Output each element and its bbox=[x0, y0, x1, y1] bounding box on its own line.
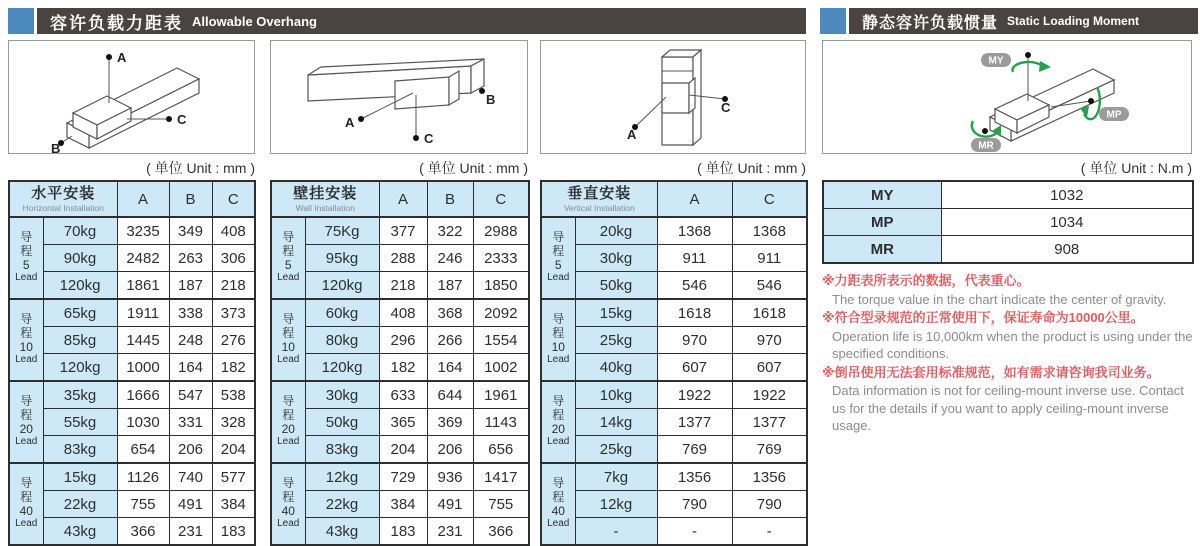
static-moment-diagram bbox=[822, 40, 1192, 154]
unit-label-mm: ( 单位 Unit : mm ) bbox=[419, 160, 528, 176]
section-header-static-loading-moment bbox=[820, 8, 1198, 34]
value-cell: 607 bbox=[732, 354, 807, 382]
value-cell: 1000 bbox=[117, 354, 169, 382]
value-cell: 182 bbox=[379, 354, 427, 382]
value-cell: 384 bbox=[212, 491, 255, 518]
value-cell: 790 bbox=[657, 491, 732, 518]
table-title-en: Horizontal Installation bbox=[22, 202, 104, 213]
load-cell: 40kg bbox=[575, 354, 657, 382]
point-c-label: C bbox=[423, 131, 433, 146]
load-cell: 15kg bbox=[43, 463, 117, 491]
value-cell: 644 bbox=[427, 381, 473, 409]
value-cell: 790 bbox=[732, 491, 807, 518]
value-cell: 1666 bbox=[117, 381, 169, 409]
table-header-row bbox=[541, 181, 807, 217]
table-row bbox=[9, 217, 255, 245]
value-cell: 366 bbox=[473, 518, 529, 546]
column-header-a: A bbox=[379, 181, 427, 217]
table-row bbox=[271, 299, 529, 327]
table-row bbox=[271, 491, 529, 518]
value-cell: 769 bbox=[732, 436, 807, 464]
value-cell: 546 bbox=[732, 272, 807, 300]
value-cell: 1417 bbox=[473, 463, 529, 491]
load-cell: 83kg bbox=[43, 436, 117, 464]
value-cell: 187 bbox=[427, 272, 473, 300]
value-cell: 366 bbox=[117, 518, 169, 546]
actuator-moment-icon bbox=[825, 41, 1189, 153]
table-row bbox=[541, 327, 807, 354]
value-cell: 1850 bbox=[473, 272, 529, 300]
value-cell: 1368 bbox=[657, 217, 732, 245]
load-cell: 60kg bbox=[305, 299, 379, 327]
table-row bbox=[271, 354, 529, 382]
value-cell: 1002 bbox=[473, 354, 529, 382]
value-cell: 2092 bbox=[473, 299, 529, 327]
table-row bbox=[9, 327, 255, 354]
value-cell: 2482 bbox=[117, 245, 169, 272]
lead-group-label: 导 程 20 Lead bbox=[271, 381, 305, 463]
moment-value: 1032 bbox=[941, 181, 1193, 209]
point-a-label: A bbox=[117, 50, 127, 65]
column-header-c: C bbox=[212, 181, 255, 217]
table-row bbox=[823, 181, 1193, 209]
load-cell: 120kg bbox=[305, 354, 379, 382]
header-bar bbox=[849, 8, 1198, 34]
load-cell: 83kg bbox=[305, 436, 379, 464]
mr-label: MR bbox=[978, 140, 994, 152]
value-cell: 1356 bbox=[732, 463, 807, 491]
column-header-a: A bbox=[657, 181, 732, 217]
notes-section bbox=[822, 271, 1198, 435]
load-cell: 55kg bbox=[43, 409, 117, 436]
value-cell: 377 bbox=[379, 217, 427, 245]
table-row bbox=[541, 409, 807, 436]
column-header-a: A bbox=[117, 181, 169, 217]
point-b-label: B bbox=[485, 92, 495, 107]
value-cell: 911 bbox=[732, 245, 807, 272]
table-row bbox=[9, 436, 255, 464]
value-cell: 368 bbox=[427, 299, 473, 327]
column-header-b: B bbox=[427, 181, 473, 217]
load-cell: 14kg bbox=[575, 409, 657, 436]
value-cell: 331 bbox=[169, 409, 212, 436]
mp-label: MP bbox=[1106, 109, 1122, 121]
value-cell: 3235 bbox=[117, 217, 169, 245]
value-cell: 491 bbox=[427, 491, 473, 518]
lead-group-label: 导 程 40 Lead bbox=[541, 463, 575, 545]
table-row bbox=[271, 436, 529, 464]
table-row bbox=[541, 245, 807, 272]
value-cell: 263 bbox=[169, 245, 212, 272]
table-row bbox=[541, 436, 807, 464]
value-cell: 740 bbox=[169, 463, 212, 491]
table-row bbox=[271, 217, 529, 245]
load-cell: 70kg bbox=[43, 217, 117, 245]
wall-installation-diagram bbox=[270, 40, 528, 154]
load-cell: 20kg bbox=[575, 217, 657, 245]
load-cell: 12kg bbox=[305, 463, 379, 491]
section-header-allowable-overhang bbox=[8, 8, 806, 34]
load-cell: 75Kg bbox=[305, 217, 379, 245]
note-cn: ※符合型录规范的正常使用下，保证寿命为10000公里。 bbox=[822, 310, 1144, 326]
table-row bbox=[541, 381, 807, 409]
table-row bbox=[9, 245, 255, 272]
my-label: MY bbox=[988, 55, 1004, 67]
load-cell: 85kg bbox=[43, 327, 117, 354]
table-row bbox=[9, 463, 255, 491]
table-title bbox=[271, 181, 379, 217]
static-loading-moment-table bbox=[822, 180, 1194, 264]
value-cell: 1618 bbox=[657, 299, 732, 327]
moment-value: 1034 bbox=[941, 209, 1193, 236]
table-header-row bbox=[9, 181, 255, 217]
value-cell: 183 bbox=[379, 518, 427, 546]
note-item bbox=[822, 271, 1198, 308]
table-row bbox=[541, 299, 807, 327]
load-cell: 50kg bbox=[305, 409, 379, 436]
value-cell: 288 bbox=[379, 245, 427, 272]
load-cell: - bbox=[575, 518, 657, 546]
table-title-cn: 水平安装 bbox=[31, 185, 96, 203]
horizontal-installation-diagram bbox=[8, 40, 255, 154]
table-row bbox=[271, 463, 529, 491]
value-cell: 1554 bbox=[473, 327, 529, 354]
note-item bbox=[822, 363, 1198, 435]
column-header-c: C bbox=[473, 181, 529, 217]
table-row bbox=[271, 409, 529, 436]
value-cell: - bbox=[657, 518, 732, 546]
lead-group-label: 导 程 5 Lead bbox=[541, 217, 575, 299]
value-cell: 2988 bbox=[473, 217, 529, 245]
value-cell: 654 bbox=[117, 436, 169, 464]
point-c-label: C bbox=[177, 112, 187, 127]
value-cell: 365 bbox=[379, 409, 427, 436]
actuator-vertical-icon bbox=[543, 41, 804, 153]
moment-label-mr: MR bbox=[823, 236, 941, 264]
wall-installation-table bbox=[270, 180, 530, 546]
header-title-cn: 容许负载力距表 bbox=[50, 13, 183, 33]
value-cell: 276 bbox=[212, 327, 255, 354]
load-cell: 95kg bbox=[305, 245, 379, 272]
point-a-label: A bbox=[344, 115, 354, 130]
value-cell: 577 bbox=[212, 463, 255, 491]
value-cell: 164 bbox=[427, 354, 473, 382]
note-en: Operation life is 10,000km when the product is using under the specified conditions. bbox=[832, 328, 1193, 362]
table-row bbox=[823, 209, 1193, 236]
value-cell: 1143 bbox=[473, 409, 529, 436]
value-cell: 246 bbox=[427, 245, 473, 272]
table-row bbox=[271, 381, 529, 409]
load-cell: 7kg bbox=[575, 463, 657, 491]
value-cell: 1961 bbox=[473, 381, 529, 409]
load-cell: 22kg bbox=[43, 491, 117, 518]
header-title-en: Allowable Overhang bbox=[192, 13, 317, 29]
table-row bbox=[271, 245, 529, 272]
value-cell: 936 bbox=[427, 463, 473, 491]
vertical-installation-table bbox=[540, 180, 808, 546]
table-row bbox=[823, 236, 1193, 264]
load-cell: 25kg bbox=[575, 327, 657, 354]
unit-label-mm: ( 单位 Unit : mm ) bbox=[697, 160, 806, 176]
value-cell: 1377 bbox=[657, 409, 732, 436]
moment-label-mp: MP bbox=[823, 209, 941, 236]
value-cell: 164 bbox=[169, 354, 212, 382]
value-cell: - bbox=[732, 518, 807, 546]
value-cell: 369 bbox=[427, 409, 473, 436]
note-item bbox=[822, 308, 1198, 363]
load-cell: 15kg bbox=[575, 299, 657, 327]
value-cell: 1377 bbox=[732, 409, 807, 436]
load-cell: 50kg bbox=[575, 272, 657, 300]
lead-group-label: 导 程 10 Lead bbox=[271, 299, 305, 381]
value-cell: 231 bbox=[169, 518, 212, 546]
load-cell: 120kg bbox=[305, 272, 379, 300]
moment-value: 908 bbox=[941, 236, 1193, 264]
note-en: The torque value in the chart indicate the center of gravity. bbox=[832, 291, 1167, 307]
table-row bbox=[271, 272, 529, 300]
value-cell: 204 bbox=[379, 436, 427, 464]
note-en: Data information is not for ceiling-mount inverse use. Contact us for the details if you want to apply ceiling-mount inverse usage. bbox=[832, 383, 1184, 434]
lead-group-label: 导 程 10 Lead bbox=[541, 299, 575, 381]
value-cell: 1911 bbox=[117, 299, 169, 327]
value-cell: 204 bbox=[212, 436, 255, 464]
table-row bbox=[541, 518, 807, 546]
lead-group-label: 导 程 10 Lead bbox=[9, 299, 43, 381]
value-cell: 187 bbox=[169, 272, 212, 300]
value-cell: 1030 bbox=[117, 409, 169, 436]
value-cell: 633 bbox=[379, 381, 427, 409]
value-cell: 546 bbox=[657, 272, 732, 300]
value-cell: 266 bbox=[427, 327, 473, 354]
value-cell: 755 bbox=[117, 491, 169, 518]
load-cell: 43kg bbox=[43, 518, 117, 546]
value-cell: 1126 bbox=[117, 463, 169, 491]
value-cell: 296 bbox=[379, 327, 427, 354]
table-row bbox=[541, 217, 807, 245]
value-cell: 322 bbox=[427, 217, 473, 245]
table-row bbox=[541, 272, 807, 300]
table-row bbox=[9, 272, 255, 300]
value-cell: 183 bbox=[212, 518, 255, 546]
load-cell: 30kg bbox=[575, 245, 657, 272]
point-a-label: A bbox=[626, 127, 636, 142]
load-cell: 22kg bbox=[305, 491, 379, 518]
value-cell: 729 bbox=[379, 463, 427, 491]
load-cell: 120kg bbox=[43, 272, 117, 300]
load-cell: 120kg bbox=[43, 354, 117, 382]
value-cell: 1922 bbox=[732, 381, 807, 409]
header-title-cn: 静态容许负载惯量 bbox=[862, 14, 999, 32]
table-row bbox=[271, 518, 529, 546]
load-cell: 90kg bbox=[43, 245, 117, 272]
column-header-b: B bbox=[169, 181, 212, 217]
load-cell: 65kg bbox=[43, 299, 117, 327]
value-cell: 755 bbox=[473, 491, 529, 518]
table-title bbox=[9, 181, 117, 217]
column-header-c: C bbox=[732, 181, 807, 217]
value-cell: 538 bbox=[212, 381, 255, 409]
header-title-en: Static Loading Moment bbox=[1007, 14, 1140, 28]
lead-group-label: 导 程 40 Lead bbox=[9, 463, 43, 545]
value-cell: 182 bbox=[212, 354, 255, 382]
load-cell: 30kg bbox=[305, 381, 379, 409]
value-cell: 1922 bbox=[657, 381, 732, 409]
load-cell: 25kg bbox=[575, 436, 657, 464]
unit-label-nm: ( 单位 Unit : N.m ) bbox=[1080, 160, 1192, 176]
actuator-side-icon bbox=[273, 41, 526, 153]
value-cell: 911 bbox=[657, 245, 732, 272]
accent-square-icon bbox=[820, 8, 846, 34]
value-cell: 607 bbox=[657, 354, 732, 382]
value-cell: 206 bbox=[169, 436, 212, 464]
table-row bbox=[9, 299, 255, 327]
note-cn: ※力距表所表示的数据，代表重心。 bbox=[822, 273, 1030, 288]
load-cell: 10kg bbox=[575, 381, 657, 409]
point-c-label: C bbox=[720, 100, 730, 115]
value-cell: 2333 bbox=[473, 245, 529, 272]
lead-group-label: 导 程 5 Lead bbox=[271, 217, 305, 299]
load-cell: 43kg bbox=[305, 518, 379, 546]
value-cell: 328 bbox=[212, 409, 255, 436]
value-cell: 231 bbox=[427, 518, 473, 546]
table-row bbox=[9, 354, 255, 382]
table-title bbox=[541, 181, 657, 217]
value-cell: 373 bbox=[212, 299, 255, 327]
value-cell: 1356 bbox=[657, 463, 732, 491]
value-cell: 218 bbox=[379, 272, 427, 300]
note-cn: ※倒吊使用无法套用标准规范，如有需求请咨询我司业务。 bbox=[822, 364, 1160, 380]
table-row bbox=[541, 354, 807, 382]
value-cell: 769 bbox=[657, 436, 732, 464]
value-cell: 384 bbox=[379, 491, 427, 518]
value-cell: 338 bbox=[169, 299, 212, 327]
horizontal-installation-table bbox=[8, 180, 256, 546]
value-cell: 1618 bbox=[732, 299, 807, 327]
load-cell: 12kg bbox=[575, 491, 657, 518]
value-cell: 1861 bbox=[117, 272, 169, 300]
table-row bbox=[541, 491, 807, 518]
actuator-isometric-icon bbox=[9, 41, 254, 153]
load-cell: 35kg bbox=[43, 381, 117, 409]
value-cell: 1368 bbox=[732, 217, 807, 245]
table-row bbox=[271, 327, 529, 354]
value-cell: 547 bbox=[169, 381, 212, 409]
value-cell: 1445 bbox=[117, 327, 169, 354]
moment-label-my: MY bbox=[823, 181, 941, 209]
value-cell: 218 bbox=[212, 272, 255, 300]
value-cell: 491 bbox=[169, 491, 212, 518]
table-title-cn: 壁挂安装 bbox=[293, 185, 358, 203]
vertical-installation-diagram bbox=[540, 40, 806, 154]
table-row bbox=[9, 381, 255, 409]
value-cell: 970 bbox=[657, 327, 732, 354]
unit-label-mm: ( 单位 Unit : mm ) bbox=[146, 160, 255, 176]
value-cell: 349 bbox=[169, 217, 212, 245]
value-cell: 248 bbox=[169, 327, 212, 354]
lead-group-label: 导 程 20 Lead bbox=[9, 381, 43, 463]
lead-group-label: 导 程 20 Lead bbox=[541, 381, 575, 463]
table-header-row bbox=[271, 181, 529, 217]
accent-square-icon bbox=[8, 8, 34, 34]
point-b-label: B bbox=[51, 141, 61, 153]
lead-group-label: 导 程 5 Lead bbox=[9, 217, 43, 299]
table-title-cn: 垂直安装 bbox=[567, 185, 632, 203]
value-cell: 408 bbox=[212, 217, 255, 245]
value-cell: 656 bbox=[473, 436, 529, 464]
table-title-en: Vertical Installation bbox=[563, 202, 635, 213]
table-row bbox=[9, 409, 255, 436]
table-row bbox=[9, 491, 255, 518]
value-cell: 306 bbox=[212, 245, 255, 272]
load-cell: 80kg bbox=[305, 327, 379, 354]
value-cell: 408 bbox=[379, 299, 427, 327]
table-row bbox=[541, 463, 807, 491]
lead-group-label: 导 程 40 Lead bbox=[271, 463, 305, 545]
table-title-en: Wall Installation bbox=[295, 202, 355, 213]
value-cell: 206 bbox=[427, 436, 473, 464]
value-cell: 970 bbox=[732, 327, 807, 354]
header-bar bbox=[37, 8, 806, 34]
table-row bbox=[9, 518, 255, 546]
